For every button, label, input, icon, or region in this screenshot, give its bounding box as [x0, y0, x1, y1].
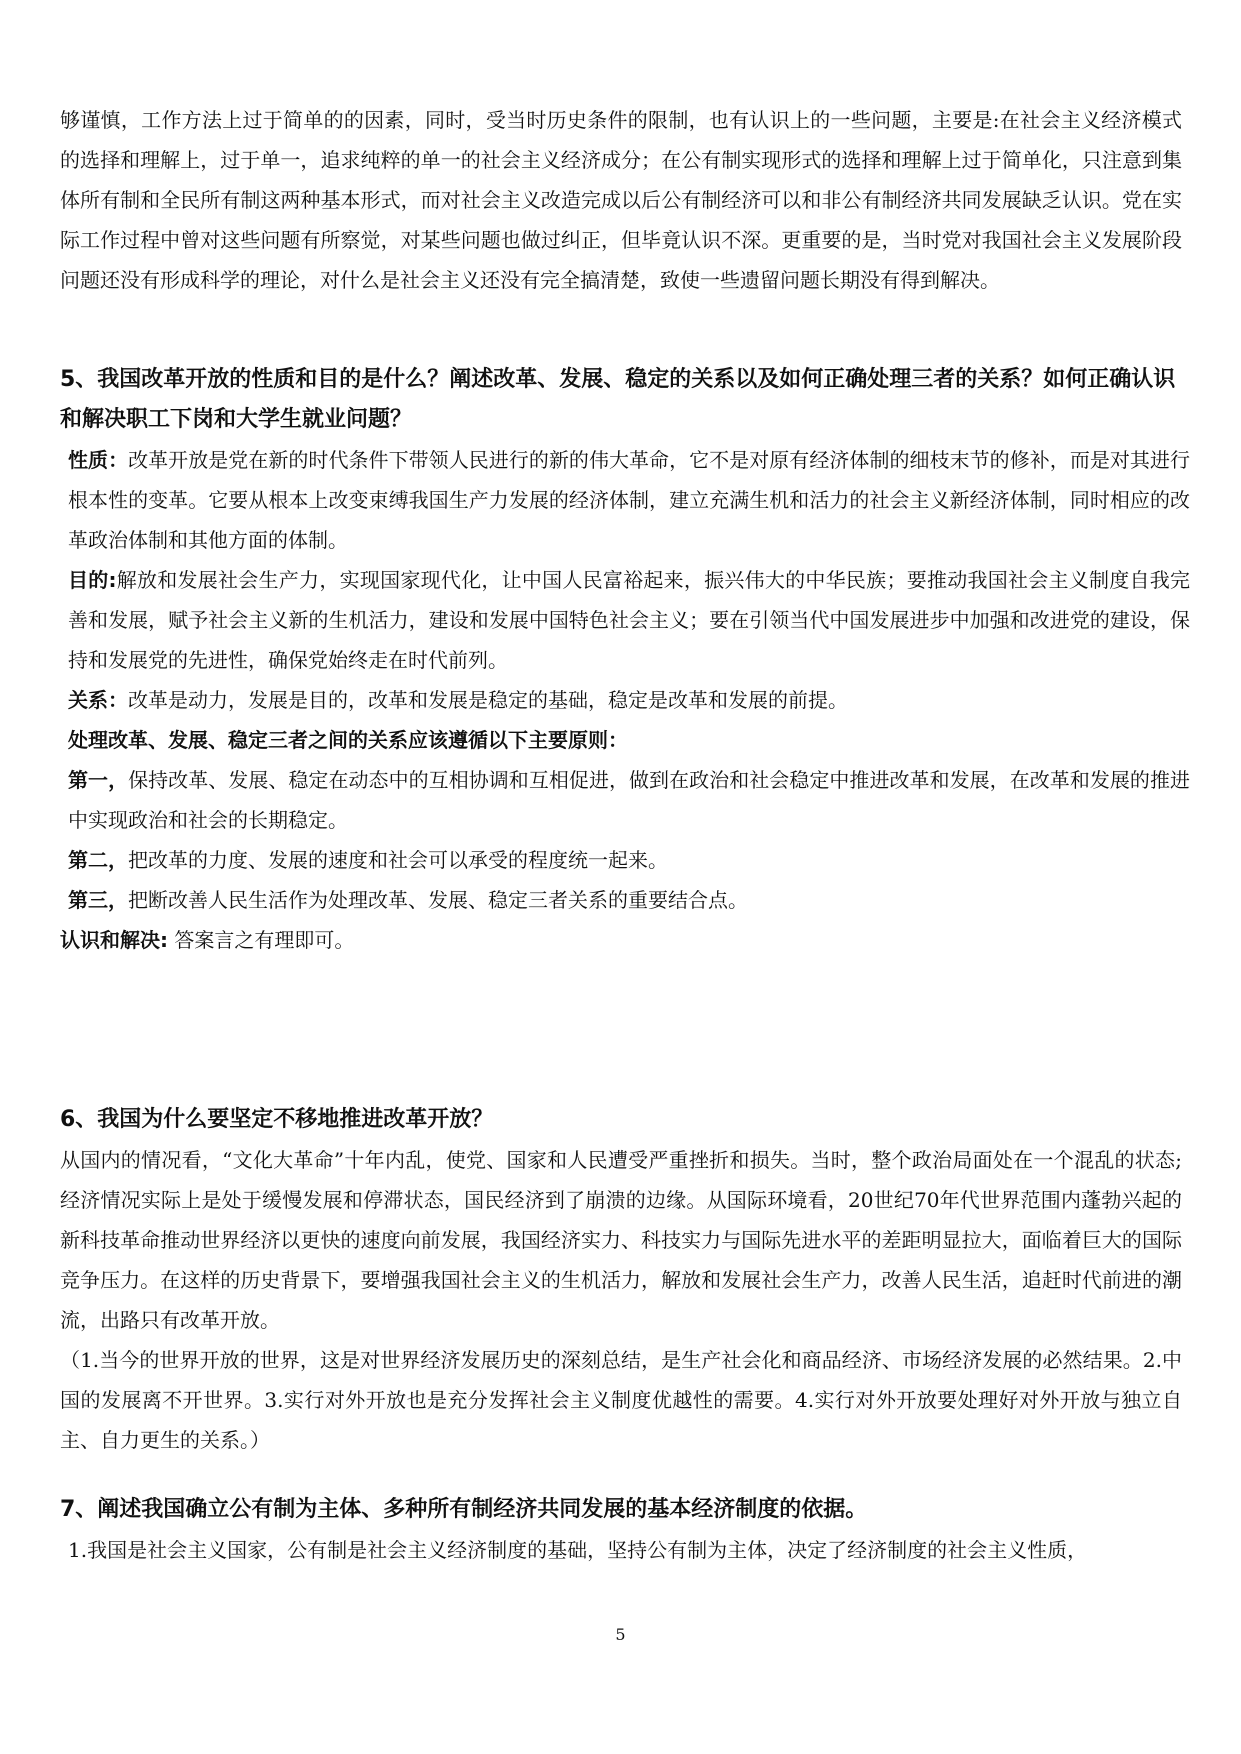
q5-purpose-text: 解放和发展社会生产力，实现国家现代化，让中国人民富裕起来，振兴伟大的中华民族；要推动我国社会主义制度自我完善和发展，赋予社会主义新的生机活力，建设和发展中国特色社会主义；要在引领当代中国发展进步中加强和改进党的建设，保持和发展党的先进性，确保党始终走在时代前列。: [68, 568, 1191, 672]
q5-answer-label: 认识和解决:: [60, 928, 168, 952]
q5-third-label: 第三，: [68, 888, 128, 912]
q5-purpose-label: 目的:: [68, 568, 117, 592]
q5-answer-text: 答案言之有理即可。: [168, 928, 355, 952]
q5-third-principle: [60, 880, 1190, 920]
q5-first-label: 第一，: [68, 768, 129, 792]
q5-nature-label: 性质：: [68, 448, 129, 472]
page-number: 5: [615, 1625, 626, 1644]
q5-second-label: 第二，: [68, 848, 128, 872]
q5-nature-text: 改革开放是党在新的时代条件下带领人民进行的新的伟大革命，它不是对原有经济体制的细枝末节的修补，而是对其进行根本性的变革。它要从根本上改变束缚我国生产力发展的经济体制，建立充满生机和活力的社会主义新经济体制，同时相应的改革政治体制和其他方面的体制。: [68, 448, 1190, 552]
q5-purpose-paragraph: [60, 560, 1190, 680]
q6-paragraph-1: 从国内的情况看，“文化大革命”十年内乱，使党、国家和人民遭受严重挫折和损失。当时，整个政治局面处在一个混乱的状态;经济情况实际上是处于缓慢发展和停滞状态，国民经济到了崩溃的边缘。从国际环境看，20世纪70年代世界范围内蓬勃兴起的新科技革命推动世界经济以更快的速度向前发展，我国经济实力、科技实力与国际先进水平的差距明显拉大，面临着巨大的国际竞争压力。在这样的历史背景下，要增强我国社会主义的生机活力，解放和发展社会生产力，改善人民生活，追赶时代前进的潮流，出路只有改革开放。: [60, 1148, 1182, 1332]
q5-nature-paragraph: [60, 440, 1190, 560]
q5-principles-heading: 处理改革、发展、稳定三者之间的关系应该遵循以下主要原则：: [68, 728, 628, 752]
q6-paragraph-2: （1.当今的世界开放的世界，这是对世界经济发展历史的深刻总结，是生产社会化和商品经济、市场经济发展的必然结果。2.中国的发展离不开世界。3.实行对外开放也是充分发挥社会主义制度优越性的需要。4.实行对外开放要处理好对外开放与独立自主、自力更生的关系。）: [60, 1348, 1182, 1452]
q5-second-principle: [60, 840, 1190, 880]
q5-first-principle: [60, 760, 1190, 840]
q5-third-text: 把断改善人民生活作为处理改革、发展、稳定三者关系的重要结合点。: [128, 888, 748, 912]
question-5-title: 5、我国改革开放的性质和目的是什么？阐述改革、发展、稳定的关系以及如何正确处理三者的关系？如何正确认识和解决职工下岗和大学生就业问题？: [60, 367, 1176, 432]
q5-first-text: 保持改革、发展、稳定在动态中的互相协调和互相促进，做到在政治和社会稳定中推进改革和发展，在改革和发展的推进中实现政治和社会的长期稳定。: [68, 768, 1190, 832]
intro-paragraph: 够谨慎，工作方法上过于简单的的因素，同时，受当时历史条件的限制，也有认识上的一些问题，主要是:在社会主义经济模式的选择和理解上，过于单一，追求纯粹的单一的社会主义经济成分；在公有制实现形式的选择和理解上过于简单化，只注意到集体所有制和全民所有制这两种基本形式，而对社会主义改造完成以后公有制经济可以和非公有制经济共同发展缺乏认识。党在实际工作过程中曾对这些问题有所察觉，对某些问题也做过纠正，但毕竟认识不深。更重要的是，当时党对我国社会主义发展阶段问题还没有形成科学的理论，对什么是社会主义还没有完全搞清楚，致使一些遗留问题长期没有得到解决。: [60, 108, 1182, 292]
question-6-title: 6、我国为什么要坚定不移地推进改革开放？: [60, 1107, 494, 1132]
q5-relation-text: 改革是动力，发展是目的，改革和发展是稳定的基础，稳定是改革和发展的前提。: [128, 688, 848, 712]
q5-answer-paragraph: [60, 920, 1182, 960]
question-7-title: 7、阐述我国确立公有制为主体、多种所有制经济共同发展的基本经济制度的依据。: [60, 1497, 868, 1522]
q5-relation-label: 关系：: [68, 688, 128, 712]
q5-second-text: 把改革的力度、发展的速度和社会可以承受的程度统一起来。: [128, 848, 668, 872]
q5-relation-paragraph: [60, 680, 1190, 720]
q7-paragraph-1: 1.我国是社会主义国家，公有制是社会主义经济制度的基础，坚持公有制为主体，决定了经济制度的社会主义性质，: [68, 1538, 1088, 1562]
